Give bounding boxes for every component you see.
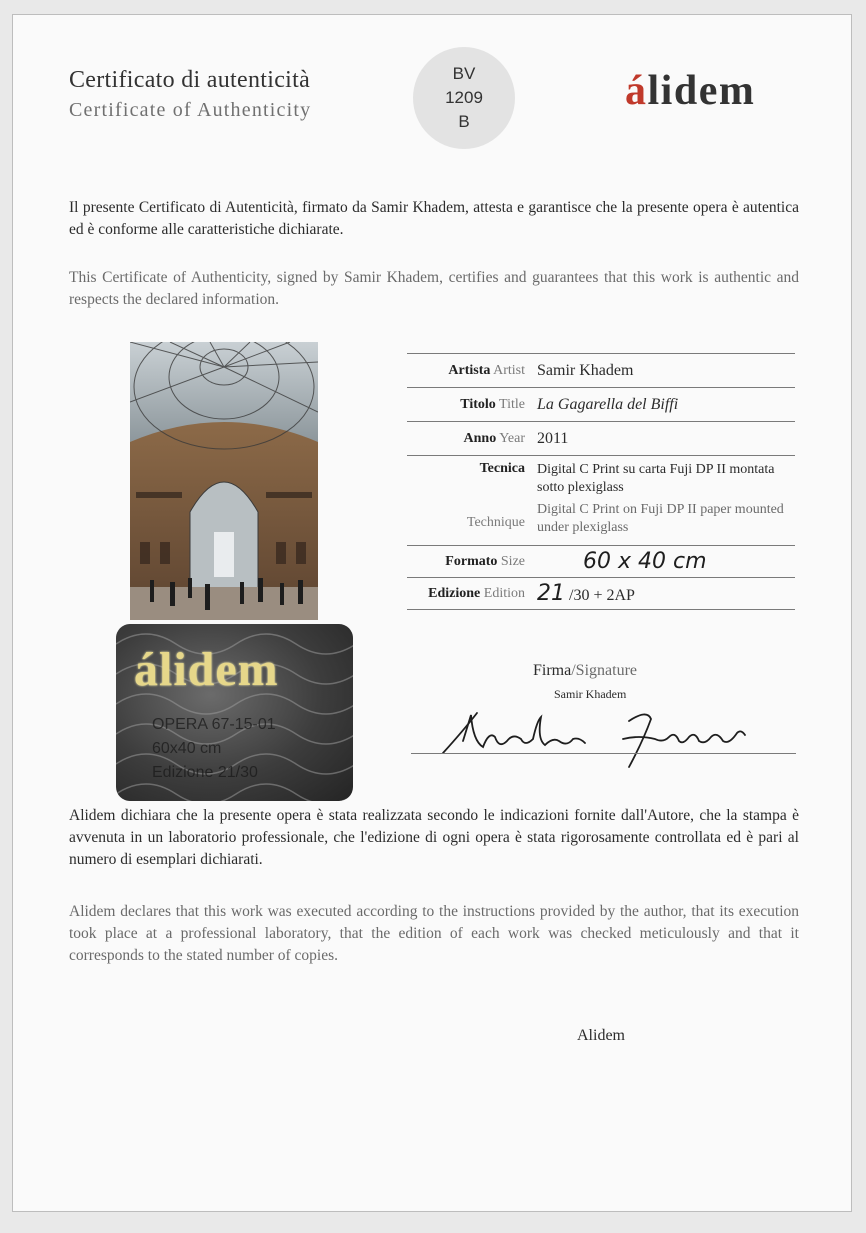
edition-number-handwritten: 21	[537, 581, 565, 606]
intro-english: This Certificate of Authenticity, signed by Samir Khadem, certifies and guarantees that this work is authentic and respects the declared information.	[69, 269, 799, 308]
edition-label-it: Edizione	[428, 585, 481, 601]
year-label	[407, 431, 537, 447]
size-value-handwritten: 60 x 40 cm	[583, 549, 707, 574]
title-value: La Gagarella del Biffi	[537, 395, 679, 413]
footer-signoff: Alidem	[577, 1027, 625, 1044]
size-label-it: Formato	[445, 553, 498, 569]
technique-label-it: Tecnica	[479, 461, 525, 476]
intro-italian: Il presente Certificato di Autenticità, firmato da Samir Khadem, attesta e garantisce che la presente opera è autentica ed è conforme alle caratteristiche dichiarate.	[69, 199, 799, 238]
logo-accent-letter: á	[625, 68, 648, 114]
signature-separator: /	[571, 662, 576, 679]
code-line-3: B	[458, 112, 470, 131]
title-label	[407, 397, 537, 413]
title-label-it: Titolo	[460, 396, 496, 412]
artwork-photo	[130, 342, 318, 620]
hologram-line-3: Edizione 21/30	[152, 764, 258, 781]
technique-value-it: Digital C Print su carta Fuji DP II montata sotto plexiglass	[537, 462, 775, 495]
row-size	[407, 545, 795, 577]
galleria-photo-illustration	[130, 342, 318, 620]
edition-total: /30 + 2AP	[569, 587, 635, 604]
year-value: 2011	[537, 429, 569, 447]
technique-label	[407, 461, 537, 545]
technique-value	[537, 461, 795, 545]
title-english: Certificate of Authenticity	[69, 99, 312, 121]
technique-label-en: Technique	[466, 515, 525, 530]
alidem-logo	[625, 67, 755, 115]
hologram-line-1: OPERA 67-15-01	[152, 716, 276, 733]
artist-label-en: Artist	[493, 362, 525, 378]
declaration-italian: Alidem dichiara che la presente opera è stata realizzata secondo le indicazioni fornite dall'Autore, che la stampa è avvenuta in un laboratorio professionale, che l'edizione di ogni opera è stata rigorosamente controllata ed è pari al numero di esemplari dichiarati.	[69, 807, 799, 868]
declaration-english: Alidem declares that this work was executed according to the instructions provided by the author, that its execution took place at a professional laboratory, that the edition of each work was checked meticulously and that it corresponds to the stated number of copies.	[69, 903, 799, 964]
title-label-en: Title	[499, 396, 525, 412]
artist-label	[407, 363, 537, 379]
title-italian: Certificato di autenticità	[69, 67, 311, 93]
edition-label-en: Edition	[483, 585, 525, 601]
signer-name: Samir Khadem	[554, 687, 627, 701]
year-label-en: Year	[499, 430, 525, 446]
certificate-code-badge	[413, 47, 515, 149]
year-label-it: Anno	[463, 430, 497, 446]
row-artist	[407, 353, 795, 387]
size-label	[407, 554, 537, 570]
technique-value-en: Digital C Print on Fuji DP II paper mounted under plexiglass	[537, 502, 784, 535]
hologram-seal	[116, 624, 353, 801]
signature-label-en: Signature	[575, 662, 637, 679]
row-edition	[407, 577, 795, 610]
hologram-logo: álidem	[134, 643, 279, 696]
signature-label-it: Firma	[533, 662, 572, 679]
signature-heading	[533, 662, 637, 680]
size-label-en: Size	[500, 553, 525, 569]
signature-line	[411, 753, 796, 754]
code-line-2: 1209	[445, 88, 483, 107]
certificate-sheet	[12, 14, 852, 1212]
code-line-1: BV	[452, 64, 476, 83]
artwork-details-table	[407, 353, 795, 610]
handwritten-signature	[433, 701, 763, 771]
edition-value	[537, 581, 795, 606]
edition-label	[407, 586, 537, 602]
row-year	[407, 421, 795, 455]
row-technique	[407, 455, 795, 545]
row-title	[407, 387, 795, 421]
logo-rest: lidem	[647, 68, 756, 114]
hologram-line-2: 60x40 cm	[152, 740, 222, 757]
artist-label-it: Artista	[448, 362, 491, 378]
artist-value: Samir Khadem	[537, 361, 634, 379]
